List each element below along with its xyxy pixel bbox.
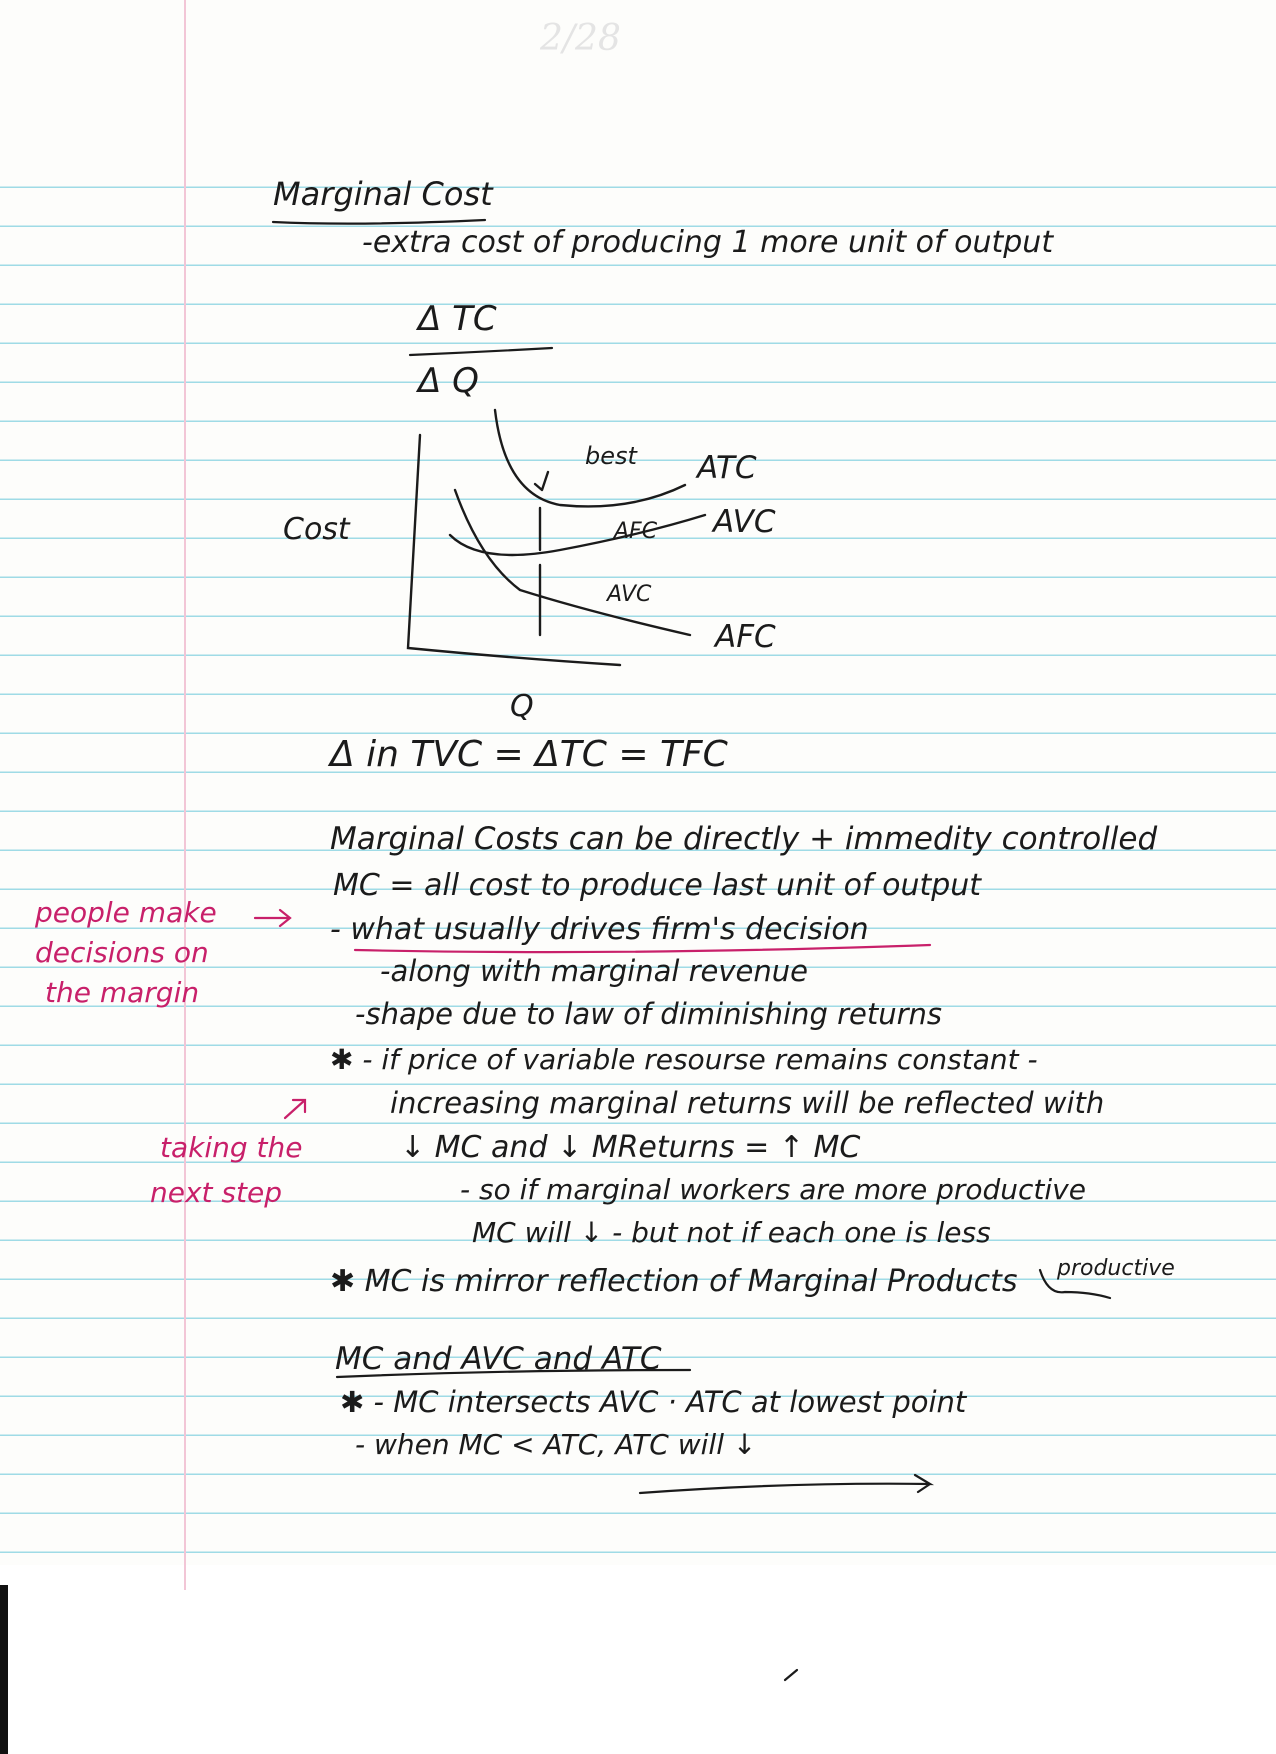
stray-mark [785,1670,797,1680]
side-note-1-line-1: people make [35,896,217,929]
side-note-2-line-2: next step [150,1176,282,1209]
side-note-1-line-2: decisions on [35,936,209,969]
underline-firm-decision [355,945,930,952]
avc-curve-label: AVC [713,504,776,540]
productive-note: productive [1057,1256,1175,1281]
note-line-9: - so if marginal workers are more productive [460,1173,1086,1206]
note-line-10: MC will ↓ - but not if each one is less [472,1216,991,1249]
fraction-bar [410,348,552,355]
continue-arrow [640,1475,930,1493]
note-line-6: ✱ - if price of variable resourse remains constant - [330,1043,1038,1076]
section-line-2: - when MC < ATC, ATC will ↓ [355,1428,757,1461]
pink-arrow-2 [285,1100,305,1118]
note-line-4: -along with marginal revenue [380,954,808,988]
note-line-8: ↓ MC and ↓ MReturns = ↑ MC [400,1130,861,1165]
heading-marginal-cost: Marginal Cost [273,175,493,213]
y-axis-label: Cost [283,512,350,547]
note-line-3: - what usually drives firm's decision [330,912,869,947]
side-note-2-line-1: taking the [160,1131,303,1164]
productive-bracket [1040,1270,1110,1298]
side-note-1-line-3: the margin [45,976,200,1009]
afc-curve-label: AFC [715,619,776,655]
x-axis-label: Q [510,689,534,724]
pink-arrow-1 [255,910,290,926]
section-line-1: ✱ - MC intersects AVC · ATC at lowest point [340,1385,967,1419]
definition-text: -extra cost of producing 1 more unit of output [362,225,1054,260]
afc-gap-label: AFC [614,519,658,544]
note-line-1: Marginal Costs can be directly + immedity controlled [330,821,1158,857]
best-annotation: best [585,442,637,470]
note-line-5: -shape due to law of diminishing returns [355,997,942,1031]
heading-mc-avc-atc: MC and AVC and ATC [335,1341,662,1377]
note-line-7: increasing marginal returns will be reflected with [390,1086,1105,1120]
atc-curve-label: ATC [697,450,757,486]
note-line-2: MC = all cost to produce last unit of output [333,868,982,903]
formula-numerator: Δ TC [418,299,497,339]
underline-mc-avc-atc [337,1370,690,1377]
formula-denominator: Δ Q [418,361,479,401]
note-line-11: ✱ MC is mirror reflection of Marginal Products [330,1264,1018,1299]
tvc-equation: Δ in TVC = ΔTC = TFC [330,734,728,775]
bleed-through-text: 2/28 [540,18,621,59]
underline-marginal-cost [273,220,485,224]
avc-gap-label: AVC [607,582,652,607]
